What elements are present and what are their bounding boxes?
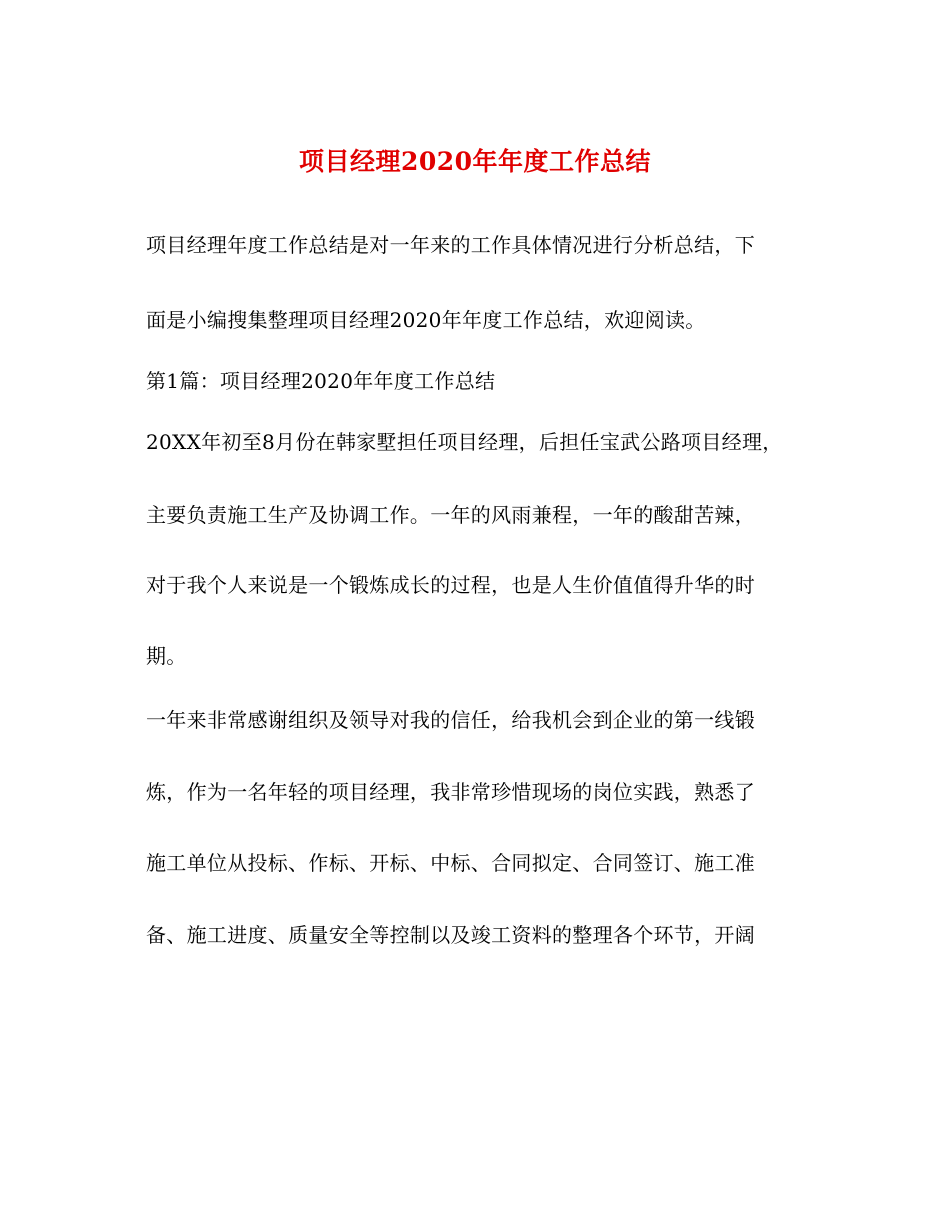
paragraph-line: 对于我个人来说是一个锻炼成长的过程，也是人生价值值得升华的时	[146, 573, 755, 597]
paragraph-line: 期。	[146, 644, 187, 668]
paragraph-line: 面是小编搜集整理项目经理2020年年度工作总结，欢迎阅读。	[146, 308, 706, 332]
document-title: 项目经理2020年年度工作总结	[298, 147, 652, 176]
paragraph-line: 主要负责施工生产及协调工作。一年的风雨兼程，一年的酸甜苦辣，	[146, 503, 755, 527]
paragraph-line: 20XX年初至8月份在韩家墅担任项目经理，后担任宝武公路项目经理，	[146, 430, 783, 454]
section-heading: 第1篇：项目经理2020年年度工作总结	[146, 369, 496, 393]
paragraph-line: 一年来非常感谢组织及领导对我的信任，给我机会到企业的第一线锻	[146, 708, 755, 732]
paragraph-line: 备、施工进度、质量安全等控制以及竣工资料的整理各个环节，开阔	[146, 923, 755, 947]
paragraph-line: 施工单位从投标、作标、开标、中标、合同拟定、合同签订、施工准	[146, 851, 755, 875]
paragraph-line: 项目经理年度工作总结是对一年来的工作具体情况进行分析总结，下	[146, 233, 755, 257]
paragraph-line: 炼，作为一名年轻的项目经理，我非常珍惜现场的岗位实践，熟悉了	[146, 780, 755, 804]
